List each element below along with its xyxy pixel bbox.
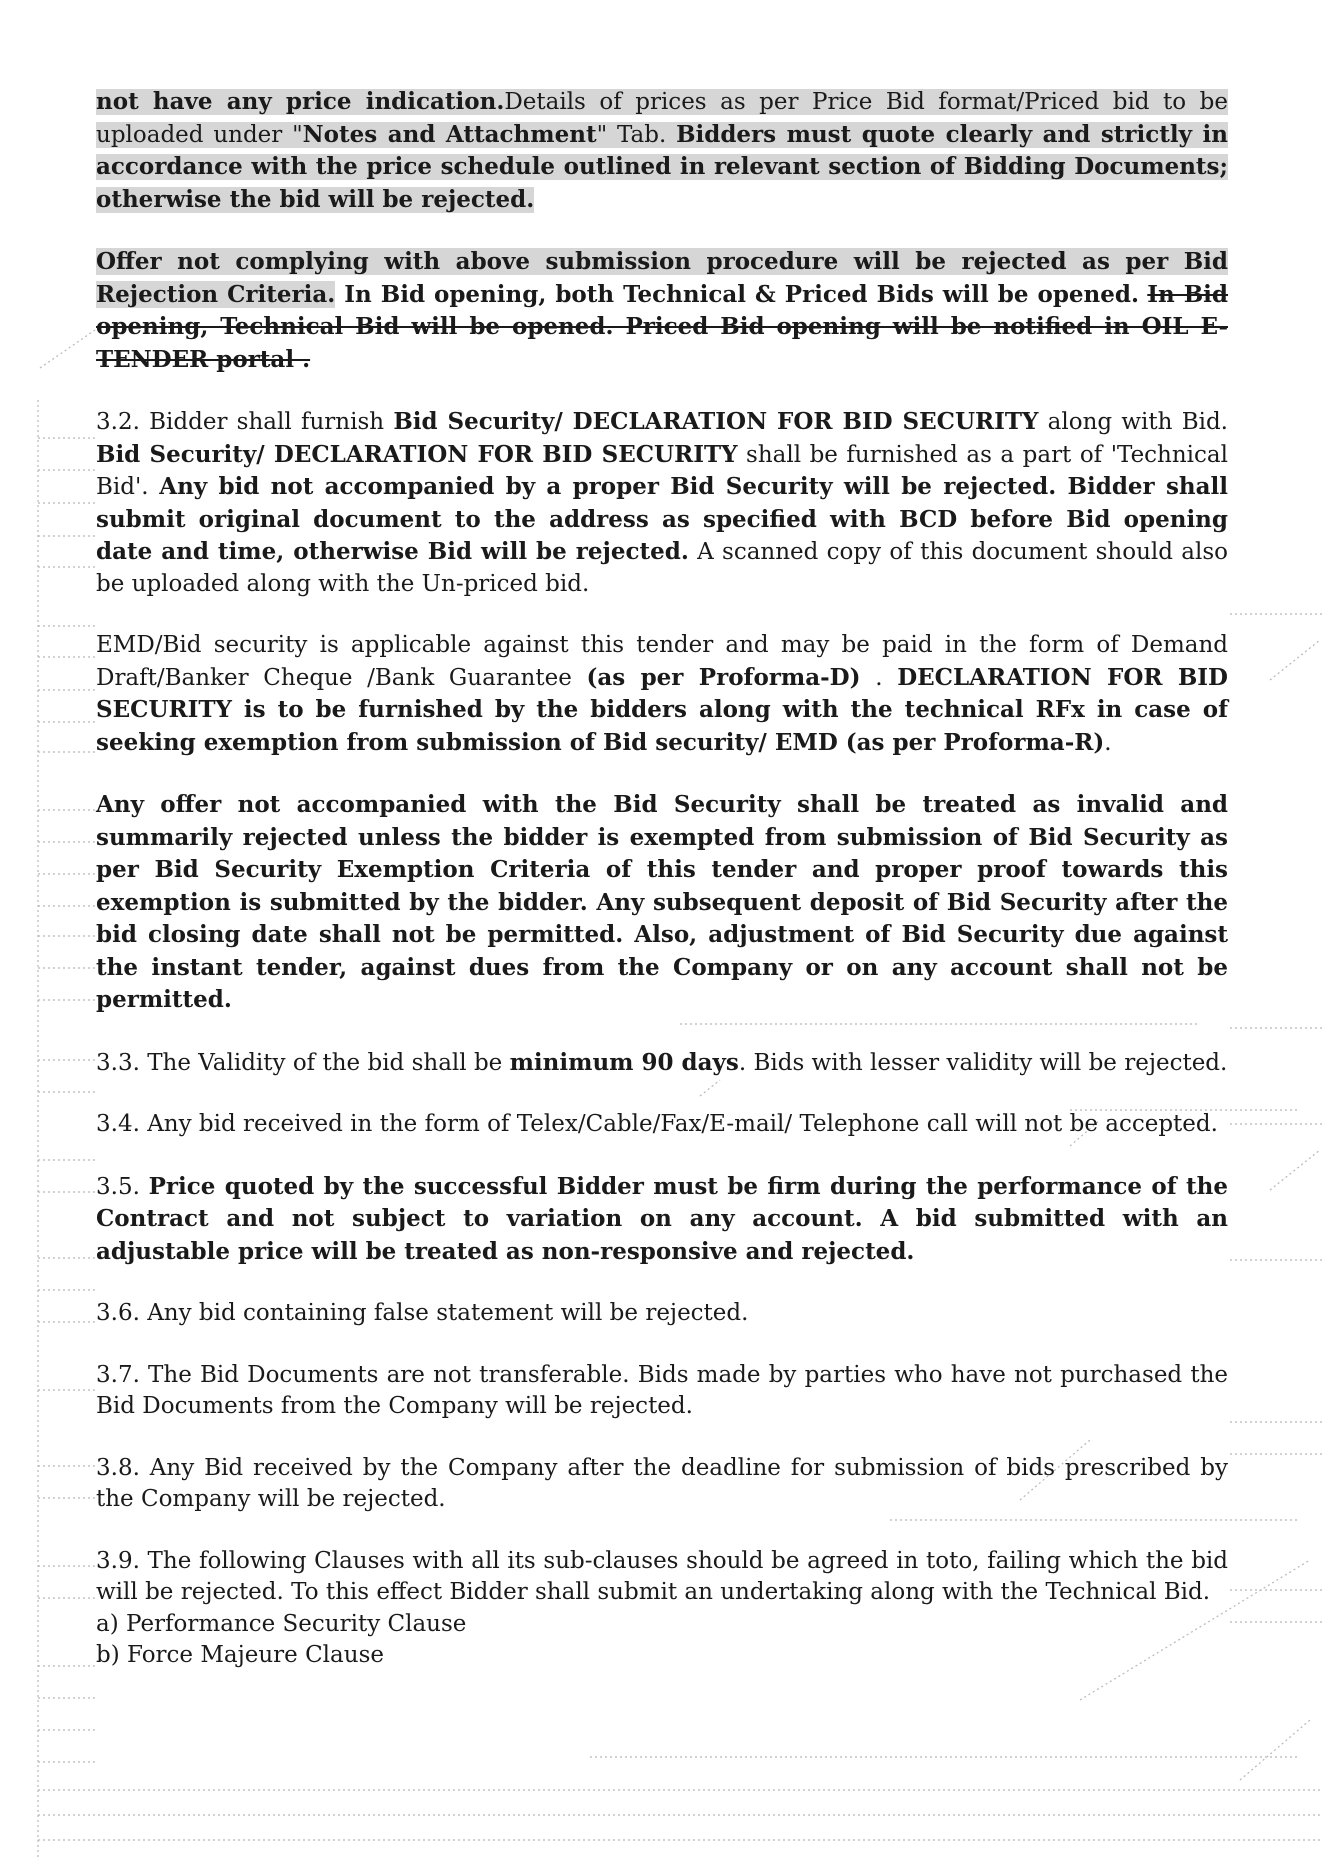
clause-3-6: 3.6. Any bid containing false statement will be rejected. [96,1300,749,1326]
clause-3-7: 3.7. The Bid Documents are not transferable. Bids made by parties who have not purchased the Bid Documents from the Company will be rejected. [96,1361,1228,1419]
price-bid-text: Details of prices as per Price Bid format/Priced bid to be uploaded under " [96,89,1228,148]
bid-security-invalid-paragraph: Any offer not accompanied with the Bid Security shall be treated as invalid and summarily rejected unless the bidder is exempted from submission of Bid Security as per Bid Security Exemption Criteria of this tender and proper proof towards this exemption is submitted by the bidder. Any subsequent deposit of Bid Security after the bid closing date shall not be permitted. Also, adjustment of Bid Security due against the instant tender, against dues from the Company or on any account shall not be permitted. [96,791,1228,1013]
struck-bid-opening-text: In Bid opening, Technical Bid will be opened. Priced Bid opening will be notified in OIL E-TENDER portal . [96,280,1229,373]
clause-3-3: 3.3. The Validity of the bid shall be minimum 90 days. Bids with lesser validity will be rejected. [96,1048,1228,1076]
clause-3-2: 3.2. Bidder shall furnish Bid Security/ DECLARATION FOR BID SECURITY along with Bid. Bid Security/ DECLARATION FOR BID SECURITY shall be furnished as a part of 'Technical Bid'. Any bid not accompanied by a proper Bid Security will be rejected. Bidder shall submit original document to the address as specified with BCD before Bid opening date and time, otherwise Bid will be rejected. A scanned copy of this document should also be uploaded along with the Un-priced bid. [96,408,1228,597]
price-bid-paragraph [96,86,1228,216]
bid-opening-both-bids: In Bid opening, both Technical & Priced Bids will be opened. [335,280,1139,308]
list-item: a) Performance Security Clause [96,1610,467,1637]
clause-3-4: 3.4. Any bid received in the form of Telex/Cable/Fax/E-mail/ Telephone call will not be accepted. [96,1111,1218,1137]
clause-3-5: 3.5. Price quoted by the successful Bidder must be firm during the performance of the Contract and not subject to variation on any account. A bid submitted with an adjustable price will be treated as non-responsive and rejected. [96,1172,1228,1265]
tab-text: " Tab. [596,121,677,148]
rejection-criteria-highlighted: Offer not complying with above submission procedure will be rejected as per Bid Rejection Criteria. [96,248,1228,308]
emd-paragraph: EMD/Bid security is applicable against this tender and may be paid in the form of Demand Draft/Banker Cheque /Bank Guarantee (as per Proforma-D) . DECLARATION FOR BID SECURITY is to be furnished by the bidders along with the technical RFx in case of seeking exemption from submission of Bid security/ EMD (as per Proforma-R). [96,632,1228,756]
clause-3-8: 3.8. Any Bid received by the Company after the deadline for submission of bids prescribed by the Company will be rejected. [96,1454,1228,1512]
notes-attachment-tab-name: Notes and Attachment [302,120,597,148]
document-page [96,86,1228,1672]
quote-strictly-bold: Bidders must quote clearly and strictly in accordance with the price schedule outlined in relevant section of Bidding Documents; otherwise the bid will be rejected. [96,120,1228,213]
clause-3-9: 3.9. The following Clauses with all its sub-clauses should be agreed in toto, failing which the bid will be rejected. To this effect Bidder shall submit an undertaking along with the Technical Bid. [96,1547,1228,1605]
price-indication-bold: not have any price indication. [96,88,505,115]
submission-procedure-paragraph [96,246,1228,376]
list-item: b) Force Majeure Clause [96,1642,384,1668]
